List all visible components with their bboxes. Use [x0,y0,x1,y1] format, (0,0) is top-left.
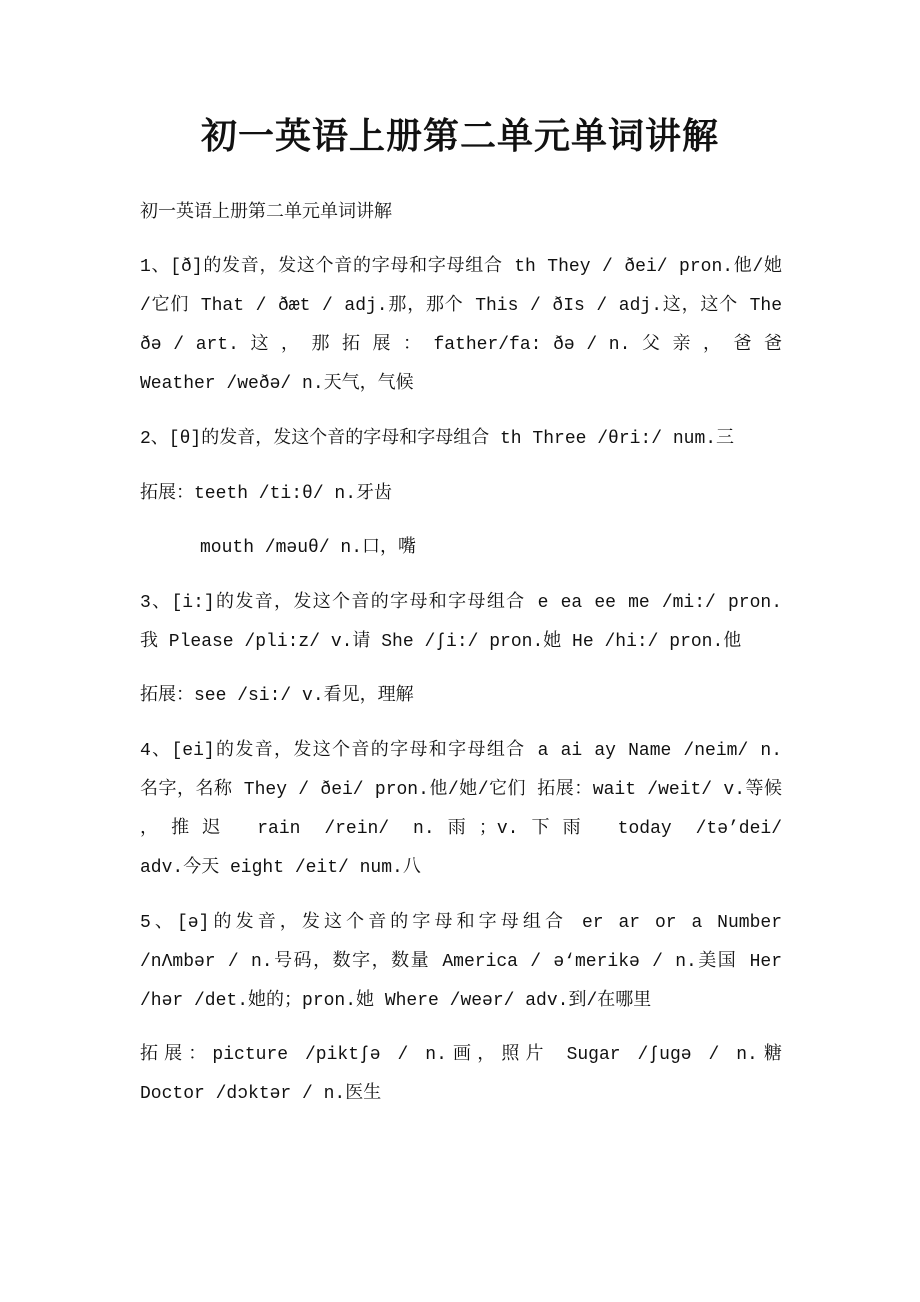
text-line: 初一英语上册第二单元单词讲解 [140,203,392,223]
text-line: /它们 That / ðæt / adj.那，那个 This / ðIs / adj.这，这个 The [140,296,782,316]
text-line: Doctor /dɔktər / n.医生 [140,1084,382,1104]
text-line: 5、[ə]的发音，发这个音的字母和字母组合 er ar or a Number [140,913,782,933]
section-3-extension [140,677,782,716]
text-line: ðə / art. 这 ， 那 拓 展 ： father/fa: ðə / n. 父 亲 ， 爸 爸 [140,335,782,355]
text-line: /nΛmbər / n.号码，数字，数量 America / ə‘merikə / n.美国 Her [140,952,782,972]
text-line: 名字，名称 They / ðei/ pron.他/她/它们 拓展：wait /weit/ v.等候 [140,780,782,800]
section-4-ei [140,732,782,888]
section-5-schwa [140,904,782,1021]
text-line: Weather /weðə/ n.天气，气候 [140,374,414,394]
text-line: ，推迟 rain /rein/ n.雨；v.下雨 today /tə’dei/ [140,819,782,839]
section-5-extension [140,1036,782,1114]
section-1-th-voiced [140,248,782,404]
text-line: 拓展：see /si:/ v.看见，理解 [140,686,414,706]
text-line: 1、[ð]的发音，发这个音的字母和字母组合 th They / ðei/ pron.他/她 [140,257,782,277]
text-line: /hər /det.她的；pron.她 Where /weər/ adv.到/在哪里 [140,991,652,1011]
section-3-i-long [140,584,782,662]
text-line: adv.今天 eight /eit/ num.八 [140,858,421,878]
text-line: 3、[i:]的发音，发这个音的字母和字母组合 e ea ee me /mi:/ pron. [140,593,782,613]
document-title: 初一英语上册第二单元单词讲解 [200,115,719,157]
text-line: 拓展：teeth /ti:θ/ n.牙齿 [140,484,393,504]
text-line: mouth /məuθ/ n.口，嘴 [200,538,417,558]
section-2-th-voiceless [140,420,782,459]
subtitle [140,194,782,233]
section-2-extension [140,475,782,514]
text-line: 2、[θ]的发音，发这个音的字母和字母组合 th Three /θri:/ num.三 [140,429,735,449]
text-line: 拓展：picture /piktʃə / n.画，照片 Sugar /ʃugə / n.糖 [140,1045,782,1065]
text-line: 我 Please /pli:z/ v.请 She /ʃi:/ pron.她 He /hi:/ pron.他 [140,632,742,652]
section-2-extension-mouth [140,529,842,568]
text-line: 4、[ei]的发音，发这个音的字母和字母组合 a ai ay Name /neim/ n. [140,741,782,761]
